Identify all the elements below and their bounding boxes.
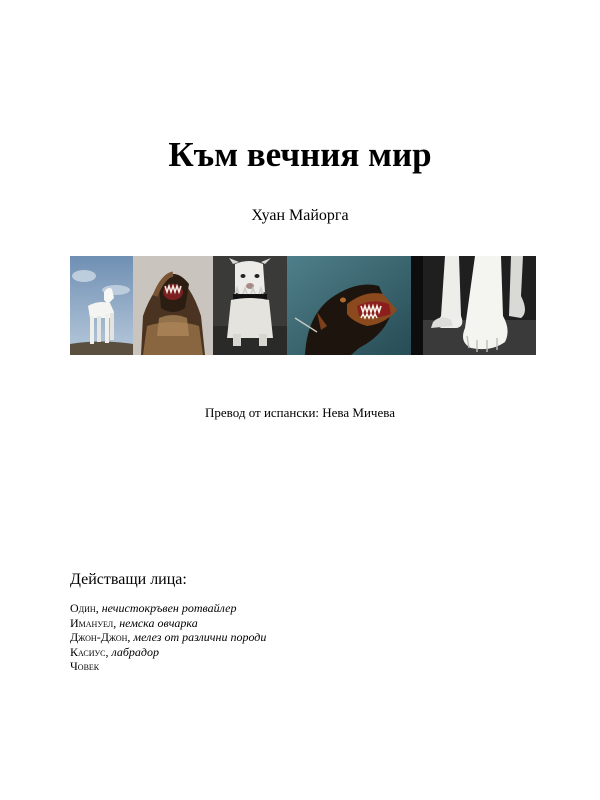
list-item <box>70 616 266 631</box>
list-item <box>70 630 266 645</box>
separator: , <box>95 601 102 615</box>
author-name: Хуан Майорга <box>251 207 349 224</box>
list-item <box>70 601 266 616</box>
white-dog-standing-photo-icon <box>70 256 133 355</box>
barking-rottweiler-photo-icon <box>287 256 411 355</box>
translator-credit: Превод от испански: Нева Мичева <box>205 405 395 420</box>
character-name: Имануел <box>70 615 114 630</box>
character-description: нечистокръвен ротвайлер <box>101 601 237 615</box>
cast-list <box>70 601 266 674</box>
character-name: Один <box>70 601 96 615</box>
cast-heading: Действащи лица: <box>70 571 187 588</box>
character-description: лабрадор <box>111 644 159 659</box>
book-title: Към вечния мир <box>168 135 432 174</box>
list-item <box>70 659 266 674</box>
cover-photo-strip <box>70 256 536 355</box>
separator: , <box>113 615 120 630</box>
separator: , <box>127 630 134 644</box>
character-name: Джон-Джон <box>70 630 128 644</box>
character-description: мелез от различни породи <box>133 630 267 644</box>
character-name: Човек <box>70 659 100 673</box>
character-name: Касиус <box>70 644 106 659</box>
snarling-shepherd-photo-icon <box>133 256 213 355</box>
character-description: немска овчарка <box>119 615 198 630</box>
pitbull-spiked-collar-photo-icon <box>213 256 287 355</box>
dog-paws-bw-photo-icon <box>411 256 536 355</box>
list-item <box>70 645 266 660</box>
separator: , <box>105 644 112 659</box>
